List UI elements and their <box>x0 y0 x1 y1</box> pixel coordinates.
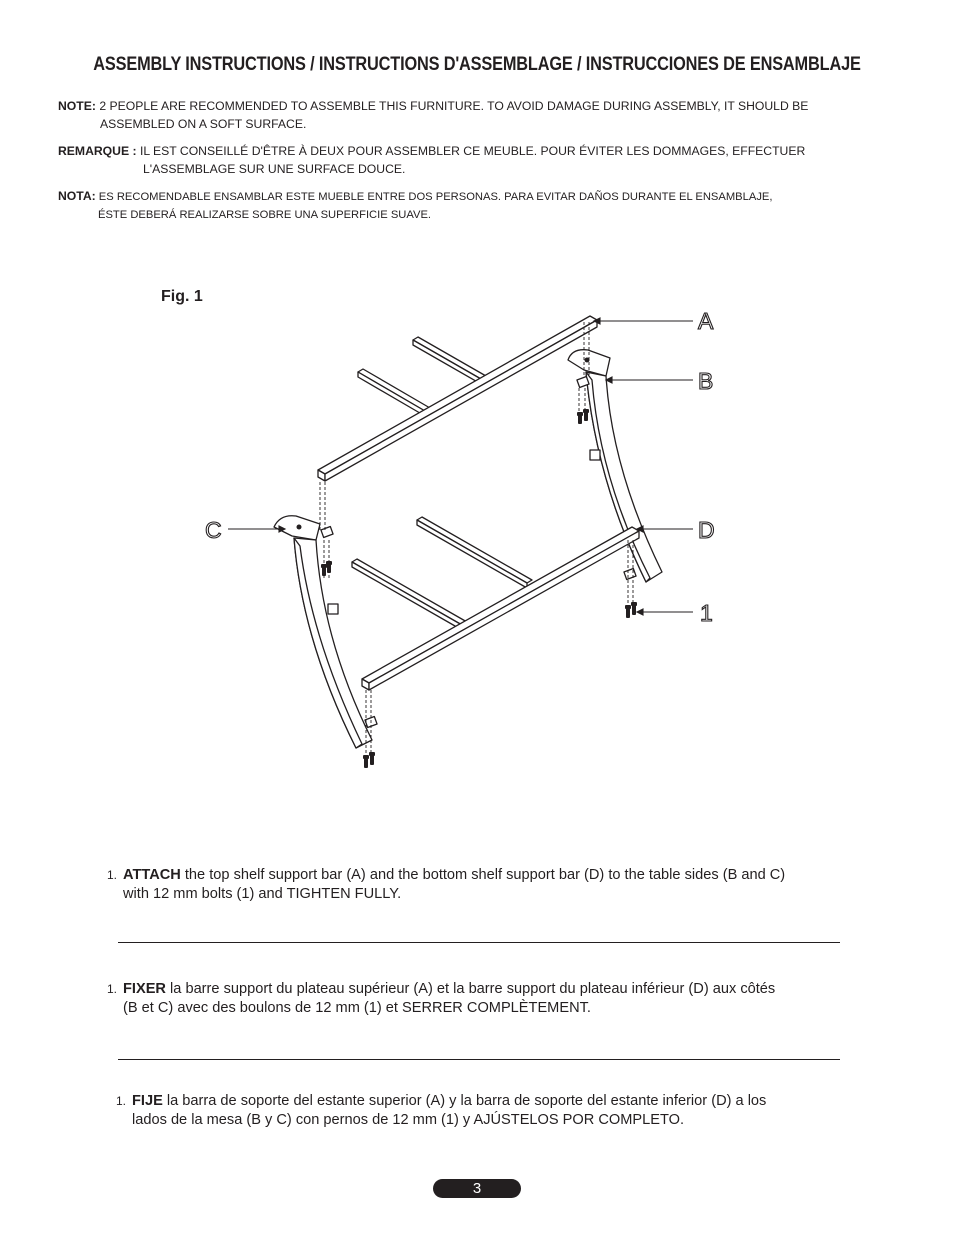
step-text-line1: the top shelf support bar (A) and the bottom shelf support bar (D) to the table sides (B and C) <box>180 867 786 883</box>
step-text-line2: with 12 mm bolts (1) and TIGHTEN FULLY. <box>123 886 402 902</box>
page-number: 3 <box>433 1179 521 1198</box>
note-text-line1: ES RECOMENDABLE ENSAMBLAR ESTE MUEBLE ENTRE DOS PERSONAS. PARA EVITAR DAÑOS DURANTE EL ENSAMBLAJE, <box>98 191 773 203</box>
bottom-frame-bar-d <box>352 517 639 690</box>
callout-a: A <box>698 308 714 334</box>
note-label: REMARQUE : <box>58 144 137 158</box>
note-text-line2: ASSEMBLED ON A SOFT SURFACE. <box>100 117 307 131</box>
note-text-line2: ÉSTE DEBERÁ REALIZARSE SOBRE UNA SUPERFICIE SUAVE. <box>98 209 432 221</box>
callout-d: D <box>698 517 715 543</box>
step-text-line2: (B et C) avec des boulons de 12 mm (1) et SERRER COMPLÈTEMENT. <box>123 1000 591 1016</box>
hole-markers <box>297 358 590 530</box>
step-french <box>107 980 775 1018</box>
step-number: 1. <box>116 1094 127 1108</box>
note-text-line2: L'ASSEMBLAGE SUR UNE SURFACE DOUCE. <box>143 162 406 176</box>
step-english <box>107 866 785 904</box>
step-text-line1: la barra de soporte del estante superior (A) y la barra de soporte del estante inferior (D) a los <box>162 1093 767 1109</box>
divider <box>118 1059 840 1060</box>
step-text-line2: lados de la mesa (B y C) con pernos de 12 mm (1) y AJÚSTELOS POR COMPLETO. <box>132 1112 685 1128</box>
step-number: 1. <box>107 868 118 882</box>
note-text-line1: IL EST CONSEILLÉ D'ÊTRE À DEUX POUR ASSEMBLER CE MEUBLE. POUR ÉVITER LES DOMMAGES, EFFECTUER <box>139 144 806 158</box>
top-frame-bar-a <box>318 316 597 481</box>
step-spanish <box>116 1092 766 1130</box>
bolts <box>321 409 637 768</box>
step-verb: FIJE <box>132 1093 163 1109</box>
page-title: ASSEMBLY INSTRUCTIONS / INSTRUCTIONS D'ASSEMBLAGE / INSTRUCCIONES DE ENSAMBLAJE <box>93 54 861 75</box>
callout-c: C <box>205 517 222 543</box>
callout-bolt-1: 1 <box>700 600 713 626</box>
note-label: NOTE: <box>58 99 96 113</box>
divider <box>118 942 840 943</box>
figure-label: Fig. 1 <box>161 288 203 305</box>
step-verb: FIXER <box>123 981 166 997</box>
table-side-c <box>274 516 377 748</box>
callout-b: B <box>698 368 714 394</box>
step-verb: ATTACH <box>123 867 181 883</box>
note-text-line1: 2 PEOPLE ARE RECOMMENDED TO ASSEMBLE THIS FURNITURE. TO AVOID DAMAGE DURING ASSEMBLY, IT SHOULD BE <box>99 99 809 113</box>
note-label: NOTA: <box>58 189 96 203</box>
step-text-line1: la barre support du plateau supérieur (A) et la barre support du plateau inférieur (D) aux côtés <box>165 981 776 997</box>
step-number: 1. <box>107 982 118 996</box>
